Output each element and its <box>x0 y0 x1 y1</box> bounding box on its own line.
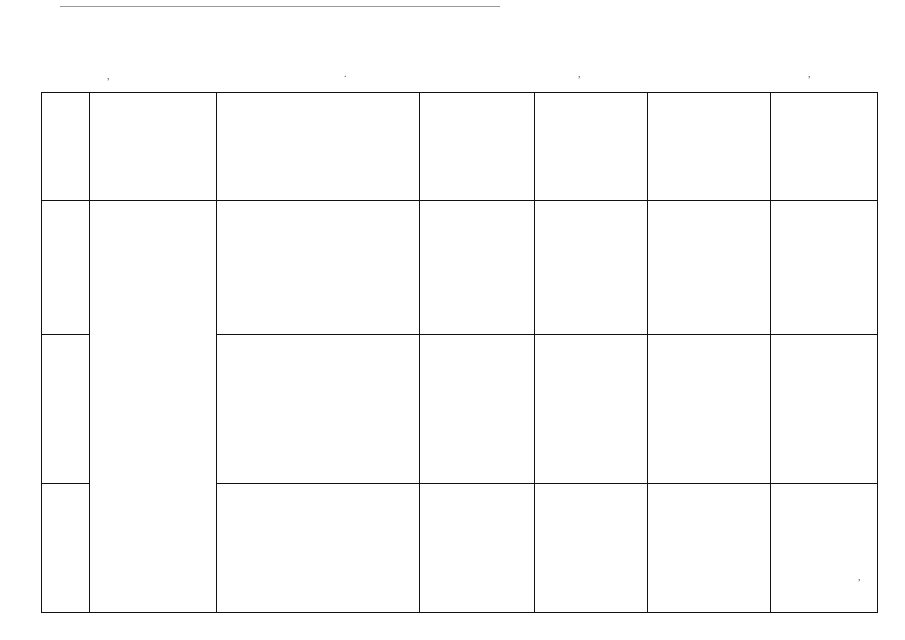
row-zones <box>771 335 878 484</box>
header-term <box>648 93 771 201</box>
header-zones <box>771 93 878 201</box>
row-zones <box>771 484 878 613</box>
header-characteristic <box>420 93 535 201</box>
row-term <box>648 484 771 613</box>
scan-speck: , <box>107 71 110 82</box>
row-characteristic <box>420 335 535 484</box>
header-number <box>42 93 90 201</box>
scan-speck: , <box>858 572 861 583</box>
scan-speck: , <box>578 69 581 80</box>
table-header-row <box>42 93 878 201</box>
row-location <box>535 201 648 335</box>
row-name <box>217 335 420 484</box>
top-scan-rule <box>60 6 500 7</box>
row-location <box>535 484 648 613</box>
row-term <box>648 335 771 484</box>
header-location <box>535 93 648 201</box>
row-name <box>217 201 420 335</box>
table-row <box>42 201 878 335</box>
row-number <box>42 484 90 613</box>
row-characteristic <box>420 201 535 335</box>
row-term <box>648 201 771 335</box>
objects-table <box>41 92 878 613</box>
purpose-cell-merged <box>90 201 217 613</box>
row-characteristic <box>420 484 535 613</box>
scan-speck: , <box>808 69 811 80</box>
scan-speck: . <box>344 69 347 80</box>
header-purpose <box>90 93 217 201</box>
row-zones <box>771 201 878 335</box>
row-number <box>42 201 90 335</box>
header-name <box>217 93 420 201</box>
row-location <box>535 335 648 484</box>
row-name <box>217 484 420 613</box>
row-number <box>42 335 90 484</box>
